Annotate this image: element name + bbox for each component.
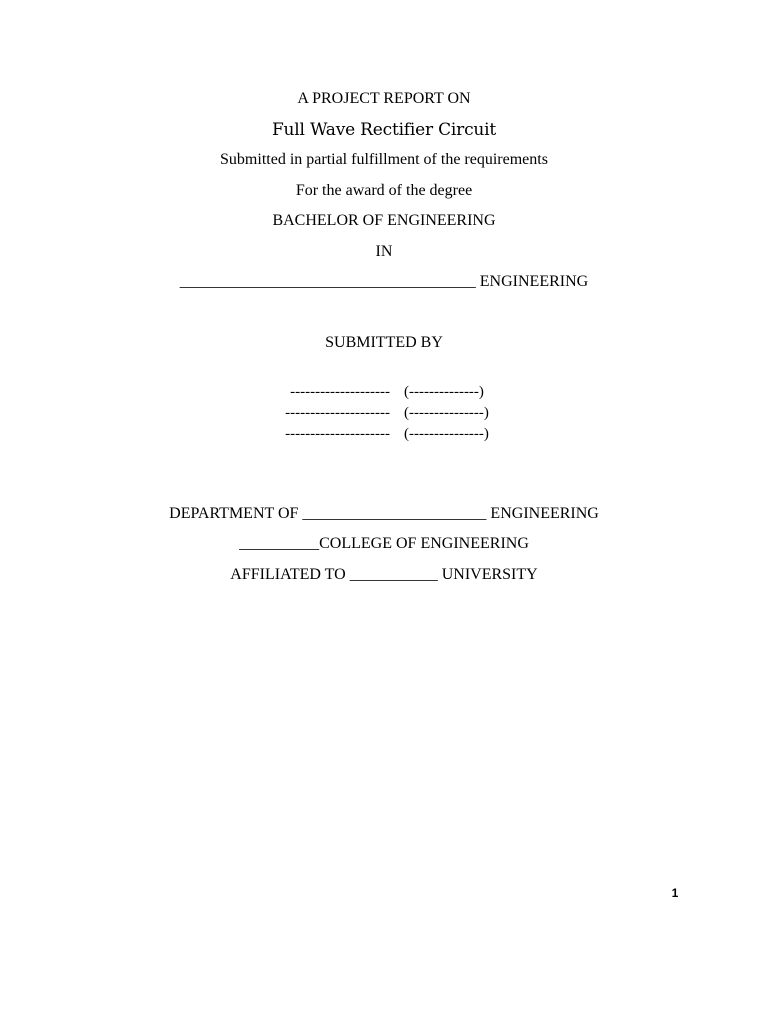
submitted-by-heading: SUBMITTED BY [325, 334, 443, 351]
project-title: Full Wave Rectifier Circuit [271, 120, 497, 140]
member-row [0, 424, 768, 444]
member-name-placeholder: --------------------- [285, 405, 390, 421]
report-heading: A PROJECT REPORT ON [297, 90, 471, 107]
member-row [0, 382, 768, 402]
award-line: For the award of the degree [295, 182, 473, 199]
in-word: IN [375, 243, 393, 260]
page-number: 1 [671, 886, 679, 900]
member-roll-placeholder: (---------------) [404, 405, 489, 421]
member-name-placeholder: --------------------- [285, 426, 390, 442]
degree-name: BACHELOR OF ENGINEERING [272, 212, 496, 229]
branch-line: _____________________________________ ENGINEERING [179, 273, 589, 290]
department-line: DEPARTMENT OF _______________________ ENGINEERING [169, 505, 599, 522]
member-roll-placeholder: (---------------) [404, 426, 489, 442]
member-row [0, 403, 768, 423]
college-line: __________COLLEGE OF ENGINEERING [239, 535, 529, 552]
submission-note: Submitted in partial fulfillment of the requirements [220, 151, 548, 168]
member-roll-placeholder: (--------------) [404, 384, 484, 400]
affiliation-line: AFFILIATED TO ___________ UNIVERSITY [230, 566, 538, 583]
member-name-placeholder: -------------------- [290, 384, 390, 400]
